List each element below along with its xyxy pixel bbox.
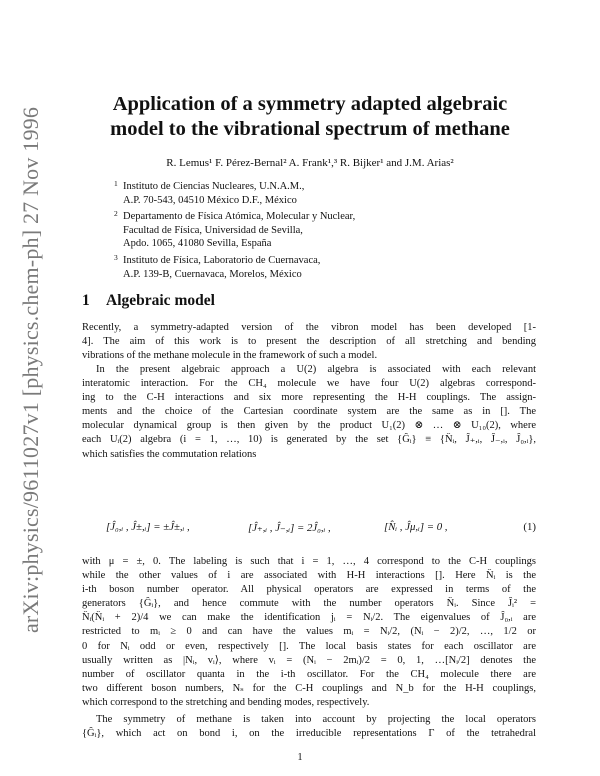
text-line: while the other values of i are associated with H-H interactions []. Here N̂ᵢ is the (82, 570, 536, 582)
text-line: two different boson numbers, Nₛ for the C-H couplings and N_b for the H-H couplings, (82, 682, 536, 694)
text-line: N̂ᵢ(N̂ᵢ + 2)/4 we can make the identification jᵢ = Nᵢ/2. The eigenvalues of Ĵ₀,ᵢ are (82, 612, 536, 624)
title-line-2: model to the vibrational spectrum of methane (110, 118, 510, 140)
text-line: each Uᵢ(2) algebra (i = 1, …, 10) is generated by the set {Ĝᵢ} ≡ {N̂ᵢ, Ĵ₊,ᵢ, Ĵ₋,ᵢ, Ĵ₀,ᵢ}, (82, 434, 536, 446)
text-line: generators {Ĝᵢ}, and hence commute with the number operators N̂ᵢ. Since Ĵᵢ² = (82, 598, 536, 610)
equation-number: (1) (523, 521, 536, 533)
arxiv-identifier: arXiv:physics/9611027v1 [physics.chem-ph] 27 Nov 1996 (18, 106, 43, 634)
equation-term: [Ĵ₀,ᵢ , Ĵ±,ᵢ] = ±Ĵ±,ᵢ , (106, 521, 190, 533)
affiliation-line: A.P. 70-543, 04510 México D.F., México (123, 194, 297, 206)
affiliation-mark: 2 (114, 209, 118, 218)
affiliation-2 (114, 209, 523, 251)
text-line: Recently, a symmetry-adapted version of the vibron model has been developed [1- (82, 322, 536, 333)
section-title: Algebraic model (106, 292, 215, 309)
text-line: ments and the choice of the Cartesian coordinate system are the same as in []. The (82, 406, 536, 418)
equation-term: [Ĵ₊,ᵢ , Ĵ₋,ᵢ] = 2Ĵ₀,ᵢ , (248, 522, 331, 534)
affiliation-line: Instituto de Física, Laboratorio de Cuernavaca, (123, 255, 321, 266)
text-line: usually written as |Nᵢ, vᵢ⟩, where vᵢ = (Nᵢ − 2mᵢ)/2 = 0, 1, …[Nᵢ/2] denotes the (82, 654, 536, 666)
text-line: ing to the C-H interactions and six more representing the H-H couplings. The assign- (82, 392, 536, 404)
text-line: In the present algebraic approach a U(2) algebra is associated with each relevant (96, 364, 536, 375)
affiliation-line: Instituto de Ciencias Nucleares, U.N.A.M., (123, 181, 305, 192)
text-line: number of oscillator quanta in the i-th oscillator. For the CH₄ molecule there are (82, 668, 536, 680)
text-line: 0 for Nᵢ odd or even, respectively []. The local basis states for each oscillator are (82, 640, 536, 652)
author-list: R. Lemus¹ F. Pérez-Bernal² A. Frank¹,³ R. Bijker¹ and J.M. Arias² (166, 157, 454, 169)
affiliation-line: Departamento de Física Atómica, Molecular y Nuclear, (123, 211, 356, 222)
text-line: molecular dynamical group is then given by the product U₁(2) ⊗ … ⊗ U₁₀(2), where (82, 420, 536, 432)
text-line: interatomic interaction. For the CH₄ molecule we have four U(2) algebras correspond- (82, 378, 536, 390)
equation-term: [N̂ᵢ , Ĵμ,ᵢ] = 0 , (384, 521, 448, 533)
text-line: which correspond to the stretching and bending modes, respectively. (82, 696, 370, 708)
paragraph-3 (82, 555, 536, 710)
affiliation-mark: 1 (114, 179, 118, 188)
arxiv-sidebar (16, 106, 46, 634)
affiliation-line: A.P. 139-B, Cuernavaca, Morelos, México (123, 268, 302, 280)
text-line: {Ĝᵢ}, which act on bond i, on the irreducible representations Γ of the tetrahedral (82, 728, 536, 740)
commutation-equation (82, 521, 536, 539)
text-line: The symmetry of methane is taken into account by projecting the local operators (96, 714, 536, 725)
text-line: vibrations of the methane molecule in the framework of such a model. (82, 350, 378, 362)
affiliation-3 (114, 253, 523, 281)
section-number: 1 (82, 292, 90, 309)
text-line: restricted to mᵢ ≥ 0 and can have the values mᵢ = Nᵢ/2, (Nᵢ − 2)/2, …, 1/2 or (82, 626, 536, 638)
page-number: 1 (297, 752, 303, 763)
paragraph-2 (82, 363, 536, 462)
affiliation-mark: 3 (114, 253, 118, 262)
affiliation-line: Apdo. 1065, 41080 Sevilla, España (123, 238, 272, 249)
text-line: which satisfies the commutation relations (82, 448, 257, 460)
affiliation-line: Facultad de Física, Universidad de Sevilla, (123, 224, 303, 236)
paragraph-4 (82, 713, 536, 741)
section-heading (82, 292, 215, 310)
affiliation-1 (114, 179, 523, 207)
text-line: 4]. The aim of this work is to present the description of all stretching and bending (82, 336, 536, 348)
text-line: with μ = ±, 0. The labeling is such that i = 1, …, 4 correspond to the C-H couplings (82, 556, 536, 567)
paper-title (82, 92, 538, 142)
text-line: i-th boson number operator. All physical operators are expressed in terms of the (82, 584, 536, 596)
title-line-1: Application of a symmetry adapted algebraic (112, 93, 508, 115)
paragraph-1 (82, 321, 536, 363)
